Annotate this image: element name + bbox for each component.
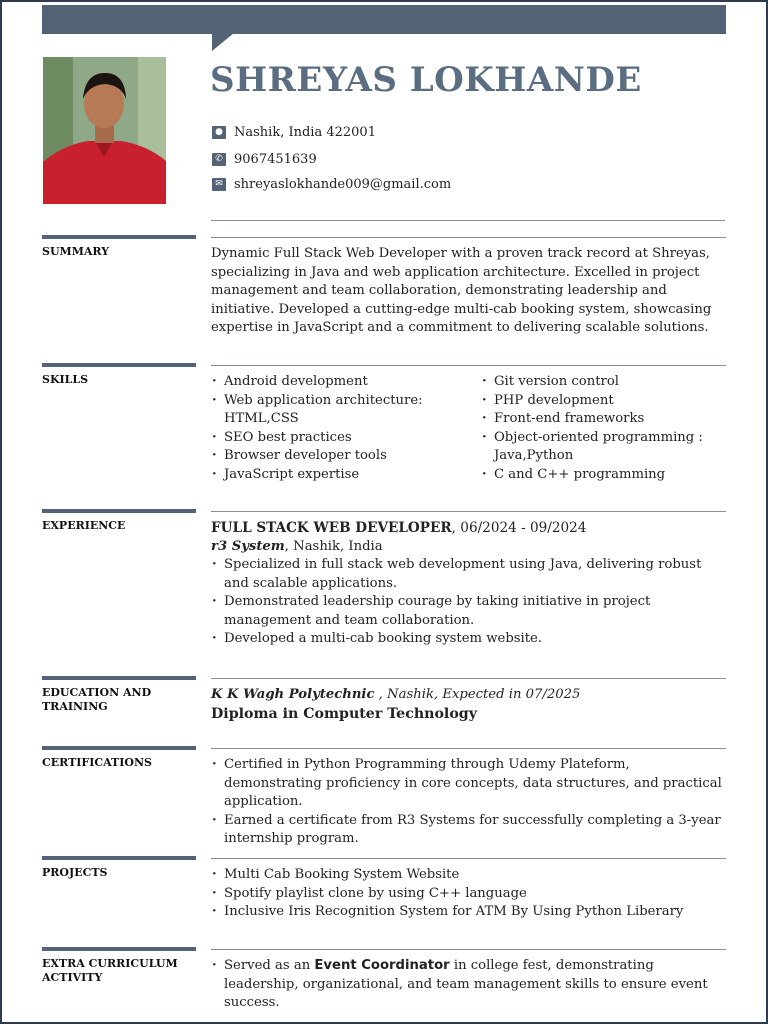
address-text: Nashik, India 422001 (234, 125, 376, 140)
school-name: K K Wagh Polytechnic (211, 687, 375, 702)
location-pin-icon: ● (212, 126, 226, 139)
section-divider (211, 237, 726, 238)
email-row (212, 177, 451, 192)
skill-item: · Browser developer tools (211, 447, 481, 466)
section-label-bar (42, 509, 196, 513)
section-divider (211, 858, 726, 859)
section-divider (211, 365, 726, 366)
skill-item: · Android development (211, 373, 481, 392)
section-label-bar (42, 746, 196, 750)
experience-heading: EXPERIENCE (42, 519, 126, 532)
section-label-bar (42, 235, 196, 239)
skill-item: · PHP development (481, 392, 726, 411)
job-title: FULL STACK WEB DEVELOPER (211, 520, 452, 536)
email-text: shreyaslokhande009@gmail.com (234, 177, 452, 192)
certification-item: · Earned a certificate from R3 Systems for successfully completing a 3-year internship program. (211, 812, 726, 849)
phone-text: 9067451639 (234, 152, 317, 167)
extra-text-after: in college fest, demonstrating leadership, organizational, and team management skills to ensure event success. (224, 958, 708, 1010)
company-name: r3 System (211, 538, 285, 554)
skill-item: · Web application architecture: HTML,CSS (211, 392, 481, 429)
skills-heading: SKILLS (42, 373, 89, 386)
section-divider (211, 748, 726, 749)
project-item: · Multi Cab Booking System Website (211, 866, 726, 885)
experience-bullets (211, 556, 726, 649)
phone-icon: ✆ (212, 153, 226, 166)
certifications-list (211, 756, 726, 849)
address-row (212, 125, 376, 140)
skill-item: · JavaScript expertise (211, 466, 481, 485)
candidate-name: SHREYAS LOKHANDE (210, 60, 642, 100)
job-title-line (211, 519, 726, 538)
phone-row (212, 152, 317, 167)
extra-text-before: Served as an (224, 958, 315, 973)
header-bar (42, 5, 726, 34)
skill-item: · Front-end frameworks (481, 410, 726, 429)
profile-photo (43, 57, 166, 204)
skill-item: · Object-oriented programming : Java,Python (481, 429, 726, 466)
extra-curricular-item (211, 957, 726, 1013)
certifications-heading: CERTIFICATIONS (42, 756, 152, 769)
envelope-icon: ✉ (212, 178, 226, 191)
profile-photo-image (43, 57, 166, 204)
education-body (211, 686, 726, 723)
skill-item: · Git version control (481, 373, 726, 392)
projects-list (211, 866, 726, 922)
skills-columns (211, 373, 726, 484)
section-label-bar (42, 676, 196, 680)
experience-item: · Developed a multi-cab booking system website. (211, 630, 726, 649)
education-heading: EDUCATION AND TRAINING (42, 686, 152, 713)
skill-item: · C and C++ programming (481, 466, 726, 485)
section-label-bar (42, 947, 196, 951)
skills-left-list (211, 373, 481, 484)
degree-name: Diploma in Computer Technology (211, 705, 477, 722)
extra-curricular-heading: EXTRA CURRICULUM ACTIVITY (42, 957, 178, 984)
extra-highlight: Event Coordinator (314, 958, 450, 973)
header-bar-tab (212, 33, 234, 51)
section-divider (211, 949, 726, 950)
certification-item: · Certified in Python Programming through Udemy Plateform, demonstrating proficiency in core concepts, data structures, and practical application. (211, 756, 726, 812)
section-divider (211, 678, 726, 679)
skills-right-list (481, 373, 726, 484)
summary-text: Dynamic Full Stack Web Developer with a proven track record at Shreyas, specializing in Java and web application architecture. Excelled in project management and team collaboration, demonstrating leadership and initiative. Developed a cutting-edge multi-cab booking system, showcasing expertise in JavaScript and a commitment to delivering scalable solutions. (211, 246, 712, 335)
summary-heading: SUMMARY (42, 245, 110, 258)
projects-heading: PROJECTS (42, 866, 108, 879)
header-divider (211, 220, 725, 221)
project-item: · Inclusive Iris Recognition System for ATM By Using Python Liberary (211, 903, 726, 922)
extra-curricular-body (211, 957, 726, 1013)
section-label-bar (42, 856, 196, 860)
experience-body (211, 519, 726, 649)
project-item: · Spotify playlist clone by using C++ language (211, 885, 726, 904)
section-label-bar (42, 363, 196, 367)
skill-item: · SEO best practices (211, 429, 481, 448)
company-location: , Nashik, India (284, 538, 383, 554)
company-line (211, 538, 726, 557)
school-details: , Nashik, Expected in 07/2025 (374, 687, 581, 702)
section-divider (211, 511, 726, 512)
certifications-body (211, 756, 726, 849)
school-line (211, 686, 726, 705)
job-dates: , 06/2024 - 09/2024 (451, 520, 587, 536)
extra-curricular-list (211, 957, 726, 1013)
experience-item: · Demonstrated leadership courage by taking initiative in project management and team collaboration. (211, 593, 726, 630)
projects-body (211, 866, 726, 922)
experience-item: · Specialized in full stack web development using Java, delivering robust and scalable applications. (211, 556, 726, 593)
